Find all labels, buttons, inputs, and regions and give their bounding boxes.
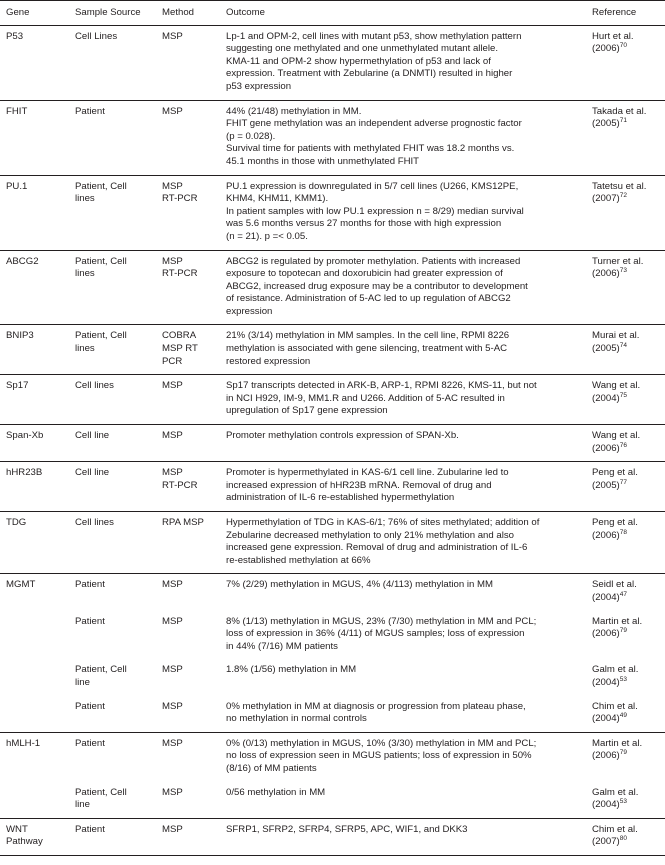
cell-sample-source: Cell Lines xyxy=(69,25,156,100)
cell-method: MSP xyxy=(156,100,220,175)
cell-sample-source: Cell lines xyxy=(69,375,156,425)
cell-gene: Span-Xb xyxy=(0,425,69,462)
cell-method: MSP xyxy=(156,375,220,425)
cell-outcome xyxy=(220,175,586,250)
cell-reference xyxy=(586,325,665,375)
outcome-line: 21% (3/14) methylation in MM samples. In the cell line, RPMI 8226 xyxy=(226,330,510,342)
cell-reference xyxy=(586,250,665,325)
reference-text: Turner et al. (2006) xyxy=(592,255,644,280)
reference-text: Takada et al. (2005) xyxy=(592,105,647,130)
outcome-line: 45.1 months in those with unmethylated FHIT xyxy=(226,155,420,167)
cell-gene: hHR23B xyxy=(0,462,69,512)
cell-reference xyxy=(586,611,665,660)
cell-gene xyxy=(0,611,69,660)
outcome-line: was 5.6 months versus 27 months for those with high expression xyxy=(226,218,502,230)
cell-reference xyxy=(586,818,665,855)
outcome-line: Hypermethylation of TDG in KAS-6/1; 76% of sites methylated; addition of xyxy=(226,517,540,528)
reference-number: 76 xyxy=(619,441,627,449)
reference-number: 70 xyxy=(619,42,627,49)
outcome-line: ABCG2 is regulated by promoter methylation. Patients with increased xyxy=(226,255,521,267)
reference-number: 74 xyxy=(619,341,627,349)
outcome-line: Zebularine decreased methylation to only 21% methylation and also xyxy=(226,529,514,541)
outcome-line: of resistance. Administration of 5-AC led to up regulation of ABCG2 xyxy=(226,293,511,305)
cell-method: MSP RT-PCR xyxy=(156,250,220,325)
reference-number: 80 xyxy=(619,835,627,843)
table-row xyxy=(0,512,665,574)
cell-outcome xyxy=(220,574,586,611)
reference-number: 49 xyxy=(619,711,627,719)
cell-sample-source: Patient xyxy=(75,737,105,749)
cell-outcome xyxy=(220,100,586,175)
outcome-line: FHIT gene methylation was an independent adverse prognostic factor xyxy=(226,118,522,130)
cell-method: MSP RT-PCR xyxy=(156,462,220,512)
table-row xyxy=(0,325,665,375)
cell-sample-source: Patient xyxy=(69,818,156,855)
reference-text: Tatetsu et al. (2007) xyxy=(592,180,647,205)
cell-gene: WNT Pathway xyxy=(0,818,69,855)
reference-text: Peng et al. (2005) xyxy=(592,467,638,491)
table-row xyxy=(0,25,665,100)
cell-reference xyxy=(586,512,665,574)
outcome-line: administration of IL-6 re-established hypermethylation xyxy=(226,492,455,504)
table-row xyxy=(0,250,665,325)
cell-sample-source: Patient xyxy=(75,579,105,591)
table-row xyxy=(0,611,665,660)
reference-number: 71 xyxy=(619,116,627,124)
cell-gene: P53 xyxy=(0,25,69,100)
outcome-line: PU.1 expression is downregulated in 5/7 cell lines (U266, KMS12PE, xyxy=(226,180,519,192)
table-row xyxy=(0,659,665,695)
outcome-line: expression. Treatment with Zebularine (a DNMTI) resulted in higher xyxy=(226,68,513,80)
outcome-line: re-established methylation at 66% xyxy=(226,554,371,566)
reference-text: Chim et al. (2007) xyxy=(592,823,638,848)
cell-gene: PU.1 xyxy=(0,175,69,250)
outcome-line: 0% (0/13) methylation in MGUS, 10% (3/30) methylation in MM and PCL; xyxy=(226,737,537,749)
cell-method: MSP xyxy=(162,615,183,627)
reference-number: 73 xyxy=(619,266,627,274)
outcome-line: suggesting one methylated and one unmethylated mutant allele. xyxy=(226,43,499,55)
cell-gene: ABCG2 xyxy=(0,250,69,325)
cell-outcome xyxy=(220,659,586,695)
cell-reference xyxy=(586,732,665,781)
table-row xyxy=(0,818,665,855)
cell-outcome xyxy=(220,512,586,574)
outcome-line: in 44% (7/16) MM patients xyxy=(226,640,338,652)
outcome-line: 1.8% (1/56) methylation in MM xyxy=(226,664,357,676)
reference-number: 79 xyxy=(619,626,627,634)
header-gene: Gene xyxy=(0,1,69,26)
reference-number: 47 xyxy=(619,590,627,598)
reference-text: Martin et al. (2006) xyxy=(592,615,643,640)
cell-sample-source: Cell line xyxy=(69,425,156,462)
table-row xyxy=(0,175,665,250)
outcome-line: SFRP1, SFRP2, SFRP4, SFRP5, APC, WIF1, and DKK3 xyxy=(226,823,468,835)
reference-text: Martin et al. (2006) xyxy=(592,737,643,762)
outcome-line: (n = 21). p =< 0.05. xyxy=(226,230,308,242)
outcome-line: exposure to topotecan and doxorubicin had greater expression of xyxy=(226,268,503,280)
outcome-line: methylation is associated with gene silencing, treatment with 5-AC xyxy=(226,343,508,355)
reference-text: Seidl et al. (2004) xyxy=(592,579,637,603)
cell-method: COBRA MSP RT PCR xyxy=(156,325,220,375)
cell-gene xyxy=(0,659,69,695)
outcome-line: Promoter is hypermethylated in KAS-6/1 cell line. Zubularine led to xyxy=(226,467,509,479)
cell-outcome xyxy=(220,425,586,462)
table-header xyxy=(0,1,665,26)
cell-gene xyxy=(0,696,69,733)
outcome-line: 8% (1/13) methylation in MGUS, 23% (7/30) methylation in MM and PCL; xyxy=(226,615,537,627)
cell-gene: MGMT xyxy=(6,579,36,591)
cell-outcome xyxy=(220,818,586,855)
header-sample-source: Sample Source xyxy=(69,1,156,26)
table-row xyxy=(0,732,665,781)
cell-gene: Sp17 xyxy=(0,375,69,425)
table-row xyxy=(0,375,665,425)
cell-outcome xyxy=(220,611,586,660)
table-row xyxy=(0,462,665,512)
cell-outcome xyxy=(220,25,586,100)
cell-gene xyxy=(0,782,69,819)
cell-reference xyxy=(586,25,665,100)
reference-number: 53 xyxy=(619,797,627,805)
cell-sample-source: Cell line xyxy=(69,462,156,512)
header-method: Method xyxy=(156,1,220,26)
table-row xyxy=(0,100,665,175)
outcome-line: p53 expression xyxy=(226,80,292,92)
reference-text: Chim et al. (2004) xyxy=(592,700,638,725)
cell-method: MSP xyxy=(162,579,183,591)
outcome-line: 0/56 methylation in MM xyxy=(226,786,326,798)
reference-text: Galm et al. (2004) xyxy=(592,664,639,688)
cell-method: MSP xyxy=(156,25,220,100)
reference-number: 53 xyxy=(619,675,627,683)
cell-reference xyxy=(586,574,665,611)
header-outcome: Outcome xyxy=(220,1,586,26)
cell-gene: BNIP3 xyxy=(0,325,69,375)
table-row xyxy=(0,574,665,611)
cell-outcome xyxy=(220,325,586,375)
cell-sample-source: Cell lines xyxy=(69,512,156,574)
cell-outcome xyxy=(220,782,586,819)
outcome-line: restored expression xyxy=(226,355,311,367)
outcome-line: In patient samples with low PU.1 expression n = 8/29) median survival xyxy=(226,205,524,217)
outcome-line: KMA-11 and OPM-2 show hypermethylation of p53 and lack of xyxy=(226,55,491,67)
reference-number: 79 xyxy=(619,749,627,757)
cell-sample-source: Patient, Cell lines xyxy=(69,175,156,250)
outcome-line: Sp17 transcripts detected in ARK-B, ARP-1, RPMI 8226, KMS-11, but not xyxy=(226,380,537,392)
cell-reference xyxy=(586,425,665,462)
cell-reference xyxy=(586,375,665,425)
reference-number: 72 xyxy=(619,191,627,199)
table-body xyxy=(0,25,665,855)
outcome-line: Survival time for patients with methylated FHIT was 18.2 months vs. xyxy=(226,143,515,155)
outcome-line: 7% (2/29) methylation in MGUS, 4% (4/113) methylation in MM xyxy=(226,579,493,591)
cell-reference xyxy=(586,659,665,695)
cell-gene: FHIT xyxy=(0,100,69,175)
outcome-line: no methylation in normal controls xyxy=(226,713,367,725)
table-row xyxy=(0,425,665,462)
cell-reference xyxy=(586,100,665,175)
outcome-line: 44% (21/48) methylation in MM. xyxy=(226,105,362,117)
cell-method: MSP xyxy=(156,818,220,855)
header-reference: Reference xyxy=(586,1,665,26)
cell-outcome xyxy=(220,462,586,512)
cell-method: MSP xyxy=(156,696,220,733)
cell-method: RPA MSP xyxy=(156,512,220,574)
outcome-line: upregulation of Sp17 gene expression xyxy=(226,405,388,417)
outcome-line: increased gene expression. Removal of drug and administration of IL-6 xyxy=(226,542,528,554)
reference-number: 77 xyxy=(619,478,627,486)
cell-outcome xyxy=(220,250,586,325)
cell-reference xyxy=(586,462,665,512)
cell-sample-source: Patient xyxy=(69,100,156,175)
cell-sample-source: Patient, Cell line xyxy=(75,664,127,688)
cell-sample-source: Patient, Cell lines xyxy=(69,250,156,325)
cell-outcome xyxy=(220,732,586,781)
outcome-line: ABCG2, increased drug exposure may be a contributor to development xyxy=(226,280,528,292)
reference-text: Murai et al. (2005) xyxy=(592,330,640,355)
cell-method: MSP xyxy=(156,782,220,819)
reference-text: Galm et al. (2004) xyxy=(592,786,639,811)
outcome-line: expression xyxy=(226,305,273,317)
outcome-line: increased expression of hHR23B mRNA. Removal of drug and xyxy=(226,479,492,491)
reference-text: Wang et al. (2006) xyxy=(592,430,641,454)
cell-sample-source: Patient, Cell line xyxy=(69,782,156,819)
cell-sample-source: Patient xyxy=(69,696,156,733)
cell-reference xyxy=(586,696,665,733)
outcome-line: KHM4, KHM11, KMM1). xyxy=(226,193,329,205)
reference-number: 78 xyxy=(619,528,627,536)
cell-method: MSP xyxy=(162,737,183,749)
table-row xyxy=(0,782,665,819)
cell-method: MSP xyxy=(156,425,220,462)
cell-gene: hMLH-1 xyxy=(6,737,41,749)
cell-outcome xyxy=(220,696,586,733)
cell-sample-source: Patient xyxy=(75,615,105,627)
cell-reference xyxy=(586,782,665,819)
outcome-line: loss of expression in 36% (4/11) of MGUS samples; loss of expression xyxy=(226,628,525,640)
outcome-line: 0% methylation in MM at diagnosis or progression from plateau phase, xyxy=(226,700,526,712)
cell-sample-source: Patient, Cell lines xyxy=(69,325,156,375)
cell-outcome xyxy=(220,375,586,425)
outcome-line: (p = 0.028). xyxy=(226,130,276,142)
outcome-line: Lp-1 and OPM-2, cell lines with mutant p53, show methylation pattern xyxy=(226,30,522,42)
reference-text: Peng et al. (2006) xyxy=(592,517,638,541)
outcome-line: in NCI H929, IM-9, MM1.R and U266. Addition of 5-AC resulted in xyxy=(226,392,505,404)
outcome-line: Promoter methylation controls expression of SPAN-Xb. xyxy=(226,430,459,442)
outcome-line: (8/16) of MM patients xyxy=(226,762,317,774)
table-row xyxy=(0,696,665,733)
cell-method: MSP RT-PCR xyxy=(156,175,220,250)
outcome-line: no loss of expression seen in MGUS patients; loss of expression in 50% xyxy=(226,750,532,762)
cell-method: MSP xyxy=(162,664,183,676)
reference-text: Hurt et al. (2006) xyxy=(592,30,634,55)
cell-gene: TDG xyxy=(0,512,69,574)
cell-reference xyxy=(586,175,665,250)
reference-text: Wang et al. (2004) xyxy=(592,380,641,404)
reference-number: 75 xyxy=(619,391,627,399)
